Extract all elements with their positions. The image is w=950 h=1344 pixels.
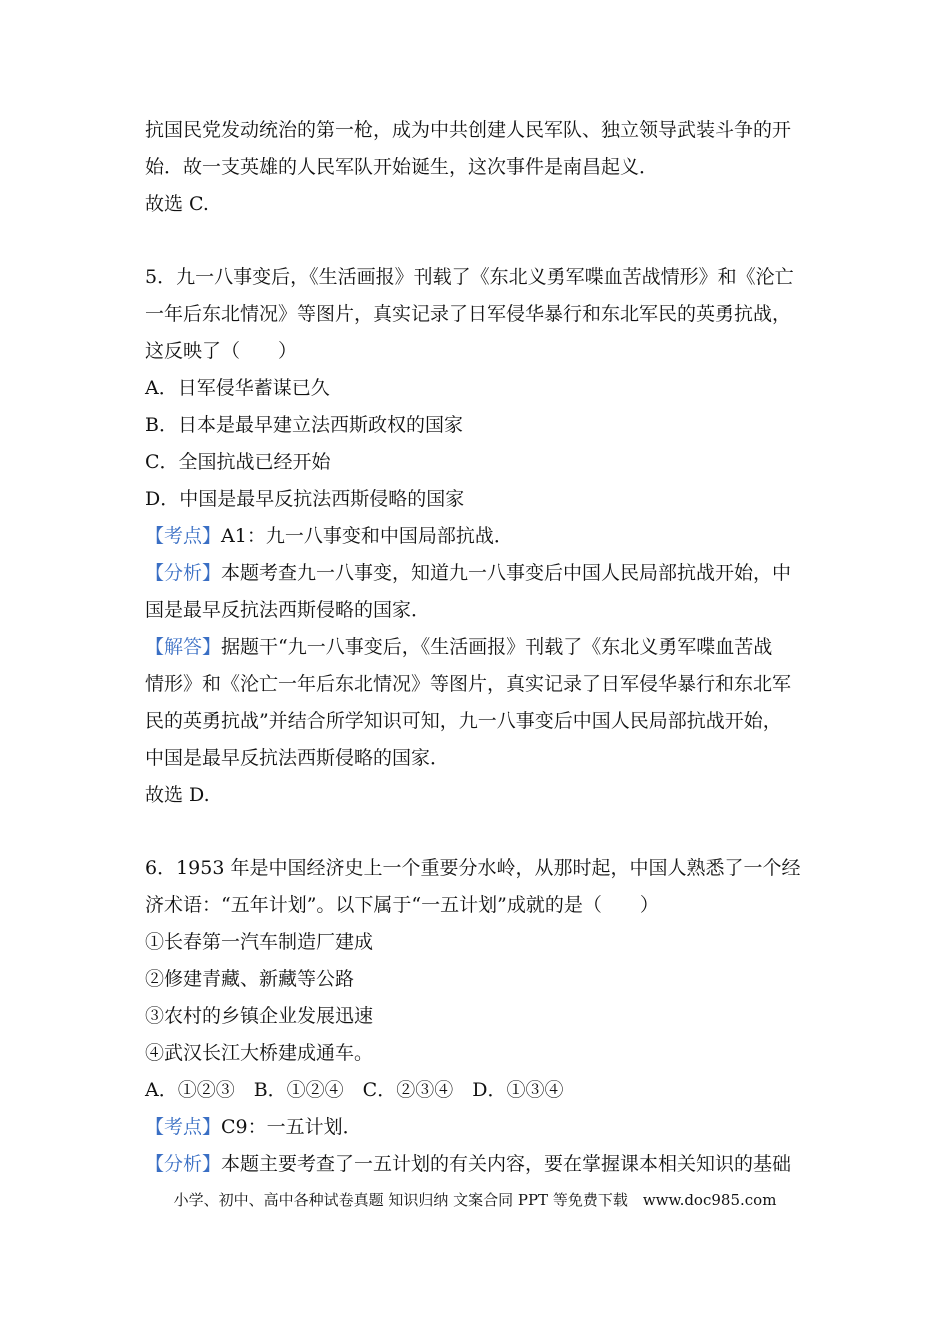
- q6-options: A．①②③ B．①②④ C．②③④ D．①③④: [145, 1079, 564, 1101]
- q5-jieda-text-1: 据题干“九一八事变后，《生活画报》刊载了《东北义勇军喋血苦战: [221, 636, 773, 658]
- q5-jieda-line-2: 情形》和《沦亡一年后东北情况》等图片，真实记录了日军侵华暴行和东北军: [145, 673, 792, 695]
- q6-item-3: ③农村的乡镇企业发展迅速: [145, 1005, 374, 1027]
- q5-jieda: [145, 629, 810, 666]
- q5-kaodian-text: A1：九一八事变和中国局部抗战．: [221, 525, 513, 547]
- q6-stem-line-2: 济术语：“五年计划”。以下属于“一五计划”成就的是（ ）: [145, 894, 659, 916]
- q5-option-c: C．全国抗战已经开始: [145, 451, 331, 473]
- q6-kaodian-text: C9：一五计划．: [221, 1116, 362, 1138]
- q5-fenxi: [145, 555, 810, 592]
- q5-option-d: D．中国是最早反抗法西斯侵略的国家: [145, 488, 465, 510]
- q5-fenxi-line-2: 国是最早反抗法西斯侵略的国家．: [145, 599, 431, 621]
- q6-item-4: ④武汉长江大桥建成通车。: [145, 1042, 374, 1064]
- q5-stem-line-3: 这反映了（ ）: [145, 340, 298, 362]
- q5-fenxi-tag: 【分析】: [145, 562, 222, 584]
- q5-jieda-tag: 【解答】: [145, 636, 222, 658]
- q5-jieda-line-3: 民的英勇抗战”并结合所学知识可知，九一八事变后中国人民局部抗战开始，: [145, 710, 782, 732]
- q5-option-a: A．日军侵华蓄谋已久: [145, 377, 330, 399]
- q5-kaodian-tag: 【考点】: [145, 525, 222, 547]
- q5-kaodian: [145, 518, 810, 555]
- q4-explanation-line-2: 始．故一支英雄的人民军队开始诞生，这次事件是南昌起义．: [145, 156, 659, 178]
- q6-stem-line-1: 6．1953 年是中国经济史上一个重要分水岭，从那时起，中国人熟悉了一个经: [145, 857, 801, 879]
- page-footer: 小学、初中、高中各种试卷真题 知识归纳 文案合同 PPT 等免费下载 www.doc985.com: [173, 1191, 777, 1209]
- q5-stem-line-1: 5．九一八事变后，《生活画报》刊载了《东北义勇军喋血苦战情形》和《沦亡: [145, 266, 794, 288]
- q5-answer: 故选 D.: [145, 784, 210, 806]
- q6-item-2: ②修建青藏、新藏等公路: [145, 968, 355, 990]
- q6-kaodian: [145, 1109, 810, 1146]
- q5-stem-line-2: 一年后东北情况》等图片，真实记录了日军侵华暴行和东北军民的英勇抗战，: [145, 303, 792, 325]
- q6-kaodian-tag: 【考点】: [145, 1116, 222, 1138]
- q6-fenxi: [145, 1146, 810, 1183]
- document-body: [145, 112, 810, 1183]
- q5-fenxi-text-1: 本题考查九一八事变，知道九一八事变后中国人民局部抗战开始，中: [221, 562, 792, 584]
- q6-fenxi-text-1: 本题主要考查了一五计划的有关内容，要在掌握课本相关知识的基础: [221, 1153, 792, 1175]
- q5-option-b: B．日本是最早建立法西斯政权的国家: [145, 414, 463, 436]
- q5-jieda-line-4: 中国是最早反抗法西斯侵略的国家．: [145, 747, 450, 769]
- q4-answer: 故选 C.: [145, 193, 209, 215]
- q4-explanation-line-1: 抗国民党发动统治的第一枪，成为中共创建人民军队、独立领导武装斗争的开: [145, 119, 792, 141]
- q6-fenxi-tag: 【分析】: [145, 1153, 222, 1175]
- q6-item-1: ①长春第一汽车制造厂建成: [145, 931, 374, 953]
